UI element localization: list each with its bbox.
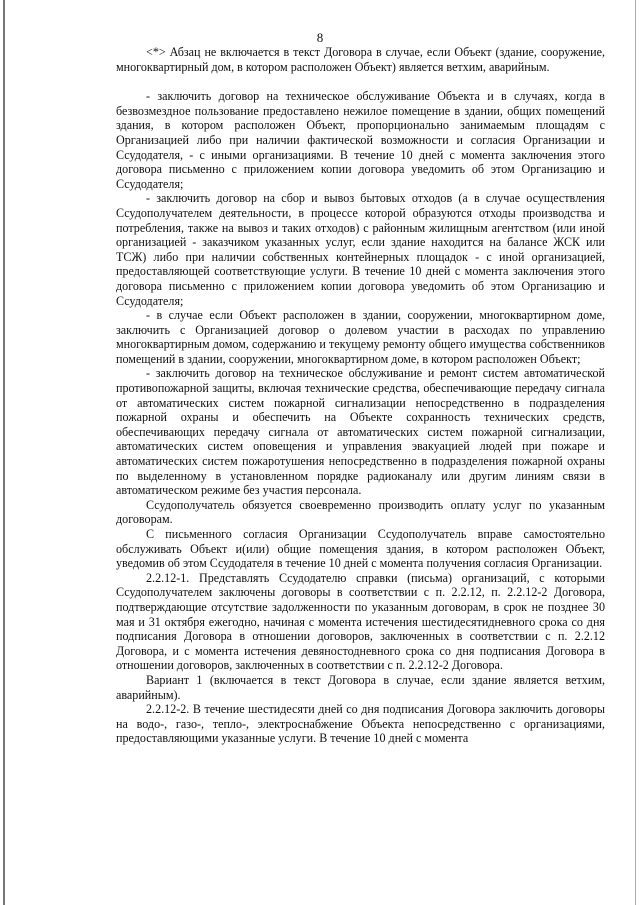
paragraph-maintenance-contract: - заключить договор на техническое обслуживание Объекта и в случаях, когда в безвозмездное пользование предоставлено нежилое помещение в здании, общих помещений здания, в котором расположен Объект, пропорционально занимаемым площадям с Организацией либо при наличии фактической возможности и согласия Организации и Ссудодателя, - с иными организациями. В течение 10 дней с момента заключения этого договора письменно с приложением копии договора уведомить об этом Организацию и Ссудодателя; xyxy=(116,89,605,191)
paragraph-fire-protection: - заключить договор на техническое обслуживание и ремонт систем автоматической противопожарной защиты, включая технические средства, обеспечивающие передачу сигнала от автоматических систем пожарной сигнализации непосредственно в подразделения пожарной охраны и обеспечить на Объекте сохранность технических средств, обеспечивающих передачу сигнала от автоматических систем пожарной сигнализации, автоматических систем оповещения и управления эвакуацией людей при пожаре и автоматических систем пожаротушения непосредственно в подразделения пожарной охраны по выделенному в установленном порядке радиоканалу или другим линиям связи в автоматическом режиме без участия персонала. xyxy=(116,366,605,498)
paragraph-shared-costs: - в случае если Объект расположен в здании, сооружении, многоквартирном доме, заключить с Организацией договор о долевом участии в расходах по управлению многоквартирным домом, содержанию и текущему ремонту общего имущества собственников помещений в здании, сооружении, многоквартирном доме, в котором расположен Объект; xyxy=(116,308,605,366)
scan-edge-right xyxy=(635,0,636,905)
variant-1-note: Вариант 1 (включается в текст Договора в случае, если здание является ветхим, аварийным). xyxy=(116,672,605,702)
document-body xyxy=(116,45,605,746)
paragraph-waste-contract: - заключить договор на сбор и вывоз бытовых отходов (а в случае осуществления Ссудополучателем деятельности, в процессе которой образуются отходы производства и потребления, также на вывоз и таких отходов) с районным жилищным агентством (или иной организацией - заказчиком указанных услуг, если здание находится на балансе ЖСК или ТСЖ) либо при наличии собственных контейнерных площадок - с иной организацией, предоставляющей соответствующие услуги. В течение 10 дней с момента заключения этого договора письменно с приложением копии договора уведомить об этом Организацию и Ссудодателя; xyxy=(116,191,605,308)
paragraph-payment-obligation: Ссудополучатель обязуется своевременно производить оплату услуг по указанным договорам. xyxy=(116,497,605,527)
paragraph-self-service: С письменного согласия Организации Ссудополучатель вправе самостоятельно обслуживать Объект и(или) общие помещения здания, в котором расположен Объект, уведомив об этом Ссудодателя в течение 10 дней с момента получения согласия Организации. xyxy=(116,527,605,571)
footnote-paragraph: <*> Абзац не включается в текст Договора в случае, если Объект (здание, сооружение, многоквартирный дом, в котором расположен Объект) является ветхим, аварийным. xyxy=(116,45,605,74)
clause-2-2-12-1: 2.2.12-1. Представлять Ссудодателю справки (письма) организаций, с которыми Ссудополучателем заключены договоры в соответствии с п. 2.2.12, п. 2.2.12-2 Договора, подтверждающие отсутствие задолженности по указанным договорам, в срок не позднее 30 мая и 31 октября ежегодно, начиная с момента истечения шестидесятидневного срока со дня подписания Договора в отношении договоров, заключенных в соответствии с п. 2.2.12 Договора, и с момента истечения девяностодневного срока со дня подписания Договора в отношении договоров, заключенных в соответствии с п. 2.2.12-2 Договора. xyxy=(116,570,605,673)
scan-edge-left xyxy=(3,0,5,905)
page-number: 8 xyxy=(316,30,324,45)
clause-2-2-12-2: 2.2.12-2. В течение шестидесяти дней со дня подписания Договора заключить договоры на водо-, газо-, тепло-, электроснабжение Объекта непосредственно с организациями, предоставляющими указанные услуги. В течение 10 дней с момента xyxy=(116,702,605,746)
